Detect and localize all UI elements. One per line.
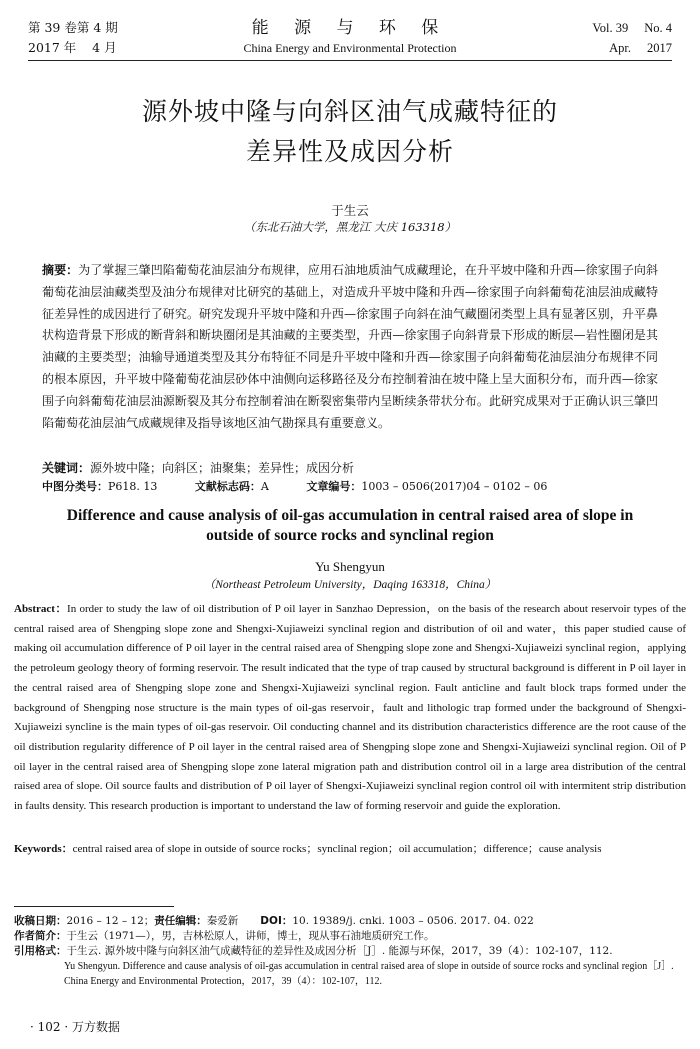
doc-code-label: 文献标志码： [194,480,261,493]
footnote-received [14,914,686,929]
title-cn-line1: 源外坡中隆与向斜区油气成藏特征的 [141,97,558,126]
footnotes [14,914,686,989]
page-footer [30,1018,120,1035]
paper-title-cn [40,92,660,172]
doc-code-value: A [260,480,269,493]
footnote-author-bio [14,929,686,944]
page-number: · 102 · [30,1020,69,1034]
issue-en: No. 4 [644,21,672,35]
editor-label: 责任编辑： [154,915,207,927]
keywords-en [14,840,686,858]
received-label: 收稿日期： [14,915,67,927]
title-cn-line2: 差异性及成因分析 [245,137,454,166]
affiliation-en: （Northeast Petroleum University，Daqing 163318，China） [203,579,497,591]
keywords-cn-label: 关键词： [42,461,91,475]
volume-issue-cn: 第 39 卷第 4 期 [28,20,118,35]
received-value: 2016 – 12 – 12； [66,915,155,927]
keywords-en-label: Keywords： [14,843,73,855]
author-cn: 于生云 [331,203,369,218]
doi-value[interactable]: 10. 19389/j. cnki. 1003 – 0506. 2017. 04. 022 [292,915,534,927]
abstract-cn-label: 摘要： [42,263,79,277]
volume-en: Vol. 39 [592,21,629,35]
journal-header [28,14,672,58]
keywords-en-text: central raised area of slope in outside of source rocks；synclinal region；oil accumulation；difference；cause analysis [72,843,602,855]
keywords-cn-text: 源外坡中隆；向斜区；油聚集；差异性；成因分析 [90,461,355,475]
abstract-cn-text: 为了掌握三肇凹陷葡萄花油层油分布规律，应用石油地质油气成藏理论，在升平坡中隆和升西—徐家围子向斜葡萄花油层油藏类型及油分布规律对比研究的基础上，对造成升平坡中隆和升西—徐家围子向斜葡萄花油层油成藏特征差异性的成因进行了研究。研究发现升平坡中隆和升西—徐家围子向斜在油气藏圈闭类型上具有显著区别，升平鼻状构造背景下形成的断背斜和断块圈闭是其油藏的主要类型，升西—徐家围子向斜背景下形成的断层—岩性圈闭是其油藏的主要类型；油输导通道类型及其分布特征不同是升平坡中隆和升西—徐家围子向斜葡萄花油层油分布规律不同的根本原因，升平坡中隆葡萄花油层砂体中油侧向运移路径及分布控制着油在坡中隆上呈大面积分布，而升西—徐家围子向斜葡萄花油层油源断裂及其分布控制着油在断裂密集带内呈断续条带状分布。此研究成果对于正确认识三肇凹陷葡萄花油层油气成藏规律及指导该地区油气勘探具有重要意义。 [42,263,658,430]
author-en: Yu Shengyun [315,559,385,574]
keywords-cn [42,458,658,478]
classification-line [42,478,658,496]
affiliation-cn: （东北石油大学，黑龙江 大庆 163318） [243,220,457,234]
footnote-divider [14,906,174,907]
footnote-citation [14,944,686,959]
cite-label: 引用格式： [14,945,67,957]
editor-value: 秦爱新 [206,915,239,927]
footnote-citation-en: Yu Shengyun. Difference and cause analysis of oil-gas accumulation in central raised area of slope in outside of source rocks and synclinal region［J］. China Energy and Environmental Protection，2017，39（4）：102-107，112. [64,961,674,987]
cite-value: 于生云. 源外坡中隆与向斜区油气成藏特征的差异性及成因分析［J］. 能源与环保，2017，39（4）：102-107，112. [66,945,613,957]
abstract-cn [42,260,658,434]
bio-label: 作者简介： [14,930,67,942]
abstract-en-label: Abstract： [14,603,68,615]
journal-name-en: China Energy and Environmental Protection [243,41,457,55]
month-en: Apr. [609,41,631,55]
article-number-label: 文章编号： [306,480,362,493]
journal-name-cn: 能 源 与 环 保 [251,18,449,38]
paper-title-en [24,506,676,546]
doi-label: DOI： [260,915,293,927]
title-en-line1: Difference and cause analysis of oil-gas accumulation in central raised area of slope in [66,507,634,524]
header-divider [28,60,672,61]
clc-value: P618. 13 [108,480,158,493]
year-en: 2017 [647,41,672,55]
wanfang-watermark: 万方数据 [72,1020,121,1034]
date-cn: 2017 年 4 月 [28,40,117,55]
bio-value: 于生云（1971—），男，吉林松原人，讲师，博士，现从事石油地质研究工作。 [66,930,435,942]
header-right [576,18,672,58]
abstract-en [14,600,686,817]
title-en-line2: outside of source rocks and synclinal region [206,527,494,544]
clc-label: 中图分类号： [42,480,108,493]
article-number-value: 1003 – 0506(2017)04 – 0102 – 06 [361,480,548,493]
abstract-en-text: In order to study the law of oil distribution of P oil layer in Sanzhao Depression，on the basis of the research about reservoir types of the central raised area of Shengping slope zone and Shengxi-Xujiaweizi synclinal region and distribution of oil and water，this paper studied cause of making oil accumulation difference of P oil layer in the central raised area of Shengping slope zone and Shengxi-Xujiaweizi synclinal region，applying the petroleum geology theory of forming reservoir. The result indicated that the type of trap caused by structural background is different in P oil layer in the central raised area of Shengping slope zone and Shengxi-Xujiaweizi synclinal region. Fault anticline and fault block traps formed under the background of Shengping nose structure is the main types of oil-gas reservoir，fault and lithologic trap formed under the background of Shengxi-Xujiaweizi syncline is the main types of oil-gas reservoir. Oil conducting channel and its distribution characteristics difference are the root cause of the oil distribution regularity difference of P oil layer in the central raised area of Shengping slope zone and Shengxi-Xujiaweizi synclinal region. Oil of P oil layer in the central raised area of Shengping slope zone lateral migration path and distribution control oil in a large area distribution of the central raised area of slope. Oil source faults and distribution of P oil layer of Shengxi-Xujiaweizi synclinal region control oil with intermitent strip distribution in faults density. This research production is important to understand the law of forming reservoir and guide the exploration. [14,603,686,813]
